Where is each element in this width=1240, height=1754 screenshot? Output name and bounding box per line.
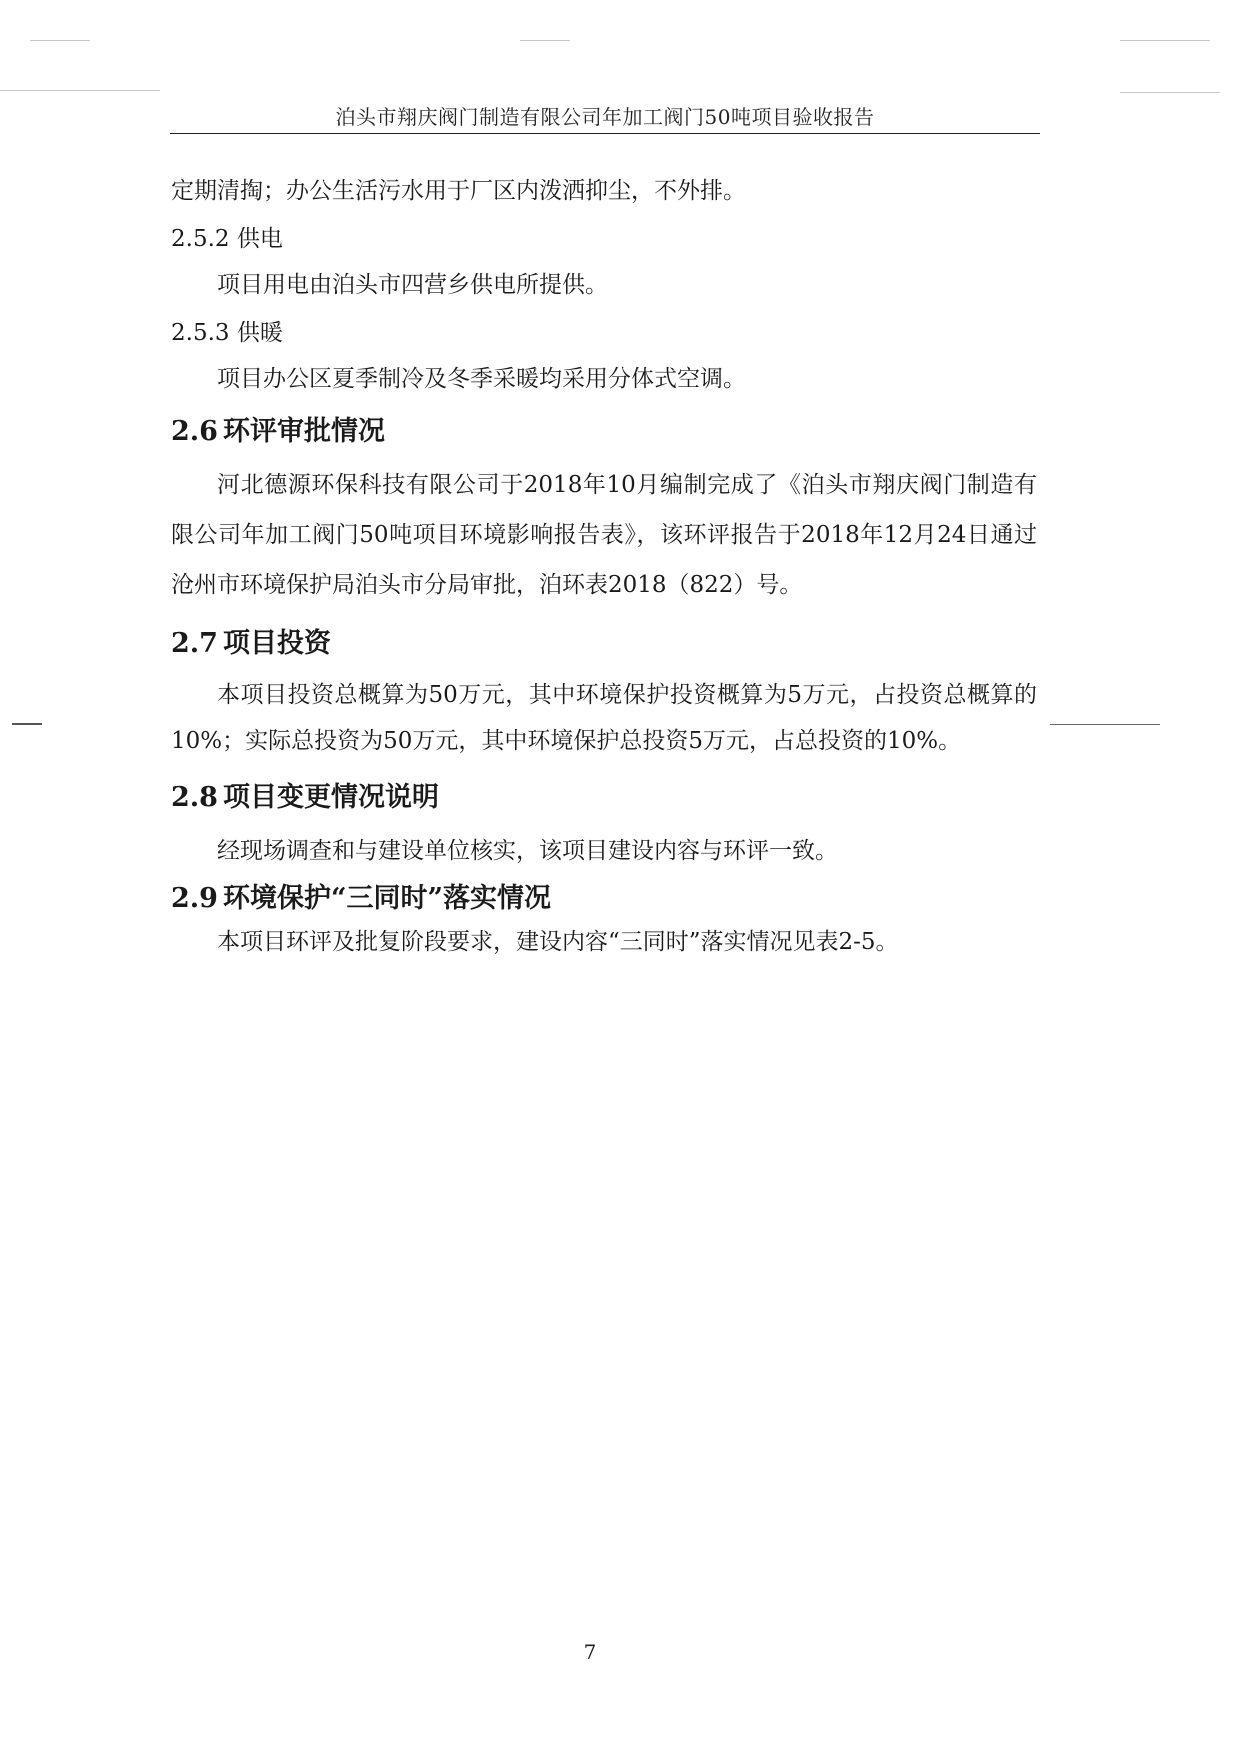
paragraph-power: 项目用电由泊头市四营乡供电所提供。 — [217, 272, 608, 298]
header-rule — [170, 133, 1040, 134]
body-content — [171, 166, 1037, 962]
paragraph-investment: 本项目投资总概算为50万元，其中环境保护投资概算为5万元，占投资总概算的10%；实际总投资为50万元，其中环境保护总投资5万元，占总投资的10%。 — [171, 682, 1037, 754]
heading-three-simultaneous — [171, 876, 1037, 922]
paragraph-changes: 经现场调查和与建设单位核实，该项目建设内容与环评一致。 — [217, 838, 838, 864]
paragraph-drainage: 定期清掏；办公生活污水用于厂区内泼洒抑尘，不外排。 — [171, 178, 746, 204]
scan-artifact — [0, 90, 160, 91]
paragraph-heating: 项目办公区夏季制冷及冬季采暖均采用分体式空调。 — [217, 366, 746, 392]
heading-changes — [171, 770, 1037, 826]
scan-artifact — [12, 723, 42, 725]
heading-text: 项目投资 — [223, 628, 331, 659]
running-header: 泊头市翔庆阀门制造有限公司年加工阀门50吨项目验收报告 — [335, 105, 875, 129]
paragraph-three-simultaneous: 本项目环评及批复阶段要求，建设内容“三同时”落实情况见表2-5。 — [217, 929, 899, 955]
scan-artifact — [1120, 92, 1220, 93]
heading-eia-approval — [171, 404, 1037, 460]
page-number: 7 — [583, 1640, 597, 1664]
subheading-heating: 2.5.3 供暖 — [171, 320, 283, 346]
paragraph-eia-approval: 河北德源环保科技有限公司于2018年10月编制完成了《泊头市翔庆阀门制造有限公司年加工阀门50吨项目环境影响报告表》，该环评报告于2018年12月24日通过沧州市环境保护局泊头市分局审批，泊环表2018（822）号。 — [171, 472, 1037, 598]
heading-number: 2.9 — [171, 883, 218, 914]
heading-text: 项目变更情况说明 — [223, 782, 439, 813]
heading-text: 环境保护“三同时”落实情况 — [223, 883, 552, 914]
subheading-power: 2.5.2 供电 — [171, 226, 283, 252]
heading-number: 2.8 — [171, 782, 218, 813]
heading-number: 2.6 — [171, 416, 218, 447]
heading-investment — [171, 616, 1037, 672]
heading-number: 2.7 — [171, 628, 218, 659]
scan-artifact — [520, 40, 570, 41]
heading-text: 环评审批情况 — [223, 416, 385, 447]
scan-artifact — [1120, 40, 1210, 41]
scan-artifact — [30, 40, 90, 41]
scan-artifact — [1050, 724, 1160, 725]
